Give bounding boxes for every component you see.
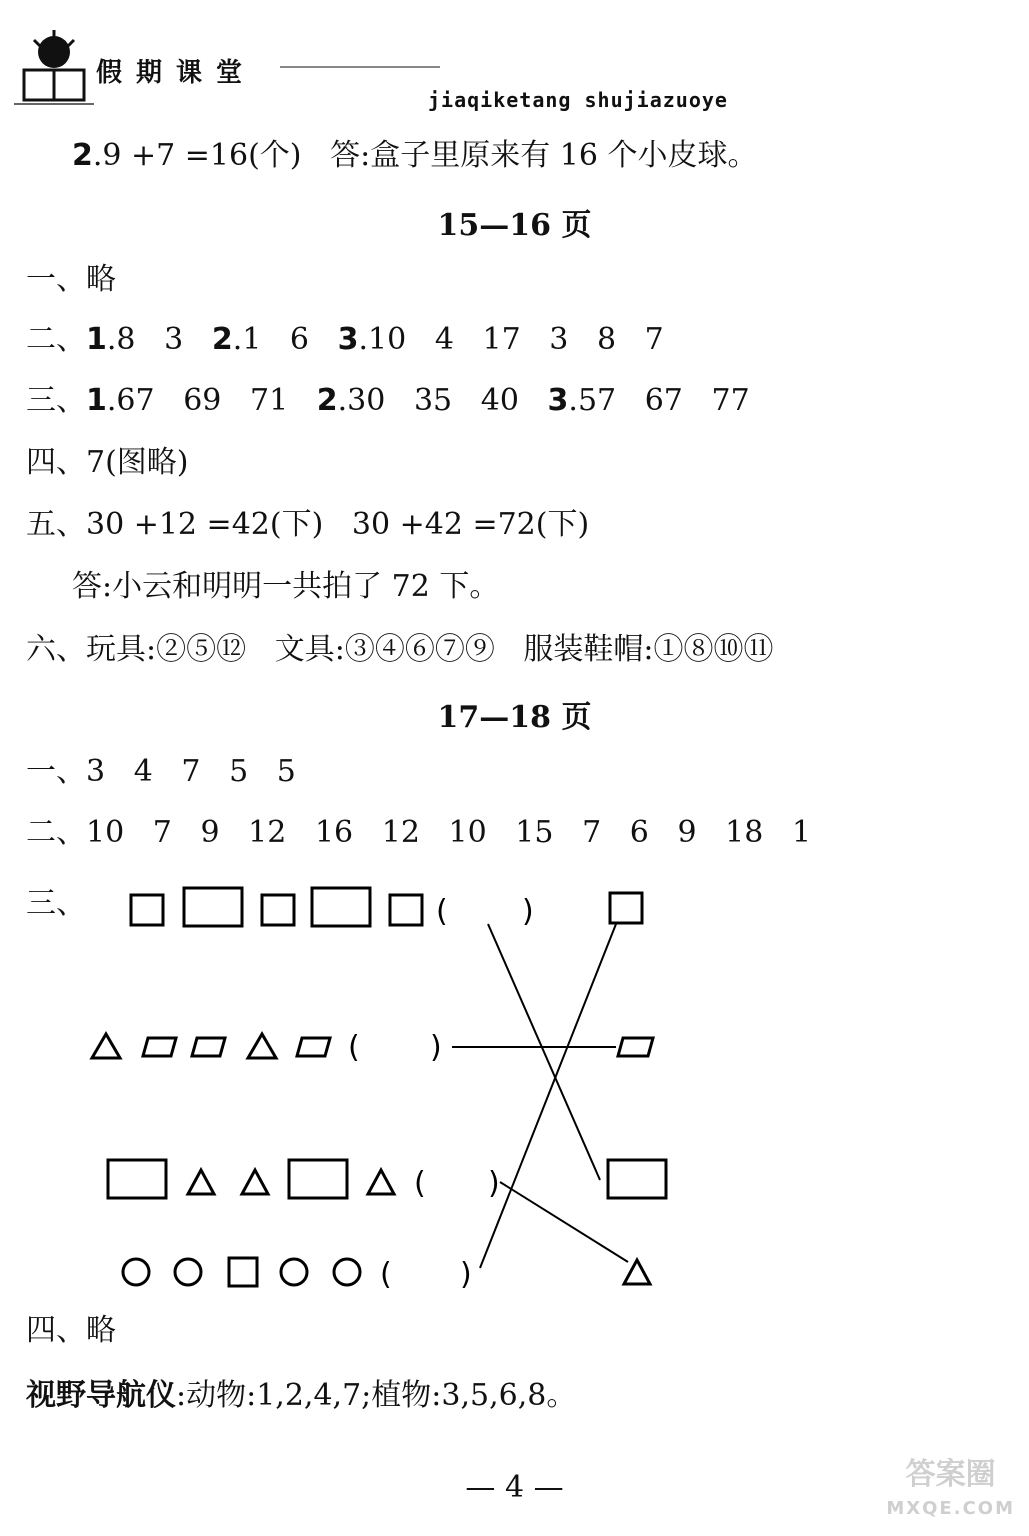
values: .10 4 17 3 8 7 [358,322,664,357]
item-number: 2 [316,383,338,418]
book-title: 假期课堂 [96,58,257,88]
parallelogram-shape [143,1038,176,1056]
triangle-shape [248,1034,276,1058]
triangle-shape [92,1034,120,1058]
item-number: 3 [337,322,359,357]
circle-shape [123,1259,149,1285]
answer-5: 五、30 +12 =42(下) 30 +42 =72(下) [26,507,590,542]
answer-4: 四、7(图略) [26,445,189,480]
square-shape [131,895,163,925]
square-shape [262,895,294,925]
item-number: 1 [86,383,107,418]
watermark-url: MXQE.COM [886,1498,1015,1519]
section-heading-17-18: 17—18 页 [437,700,592,735]
answer-1: 一、略 [26,262,116,297]
rectangle-shape [184,888,242,926]
answer-17-4: 四、略 [26,1313,116,1348]
triangle-shape [368,1170,394,1194]
circle-shape [281,1259,307,1285]
link-row1-to-rectangle [488,924,600,1180]
square-shape [390,895,422,925]
values: .67 69 71 [106,383,317,418]
rectangle-shape [312,888,370,926]
paren-close: ) [522,894,534,929]
navigator-label: 视野导航仪 [26,1378,176,1413]
values: .57 67 77 [568,383,750,418]
watermark-logo-text: 答案圈 [905,1457,996,1492]
page-number: — 4 — [465,1470,564,1505]
answer-triangle-shape [624,1260,650,1284]
answer-parallelogram-shape [618,1038,653,1056]
triangle-shape [242,1170,268,1194]
item-number: 2 [72,138,93,173]
circle-shape [175,1259,201,1285]
answer-square-shape [610,893,642,923]
circle-shape [334,1259,360,1285]
paren-open: ( [436,894,448,929]
watermark [886,1458,1015,1526]
answer-5-conclusion: 答:小云和明明一共拍了 72 下。 [72,569,500,604]
rectangle-shape [289,1160,347,1198]
paren-open: ( [380,1257,392,1292]
paren-close: ) [430,1030,442,1065]
values: .8 3 [106,322,212,357]
paren-close: ) [460,1257,472,1292]
pinyin-subtitle: jiaqiketang shujiazuoye [428,88,728,112]
values: .1 6 [232,322,338,357]
values: .30 35 40 [337,383,548,418]
link-row4-to-square [480,924,616,1268]
navigator-answer [26,1378,576,1414]
paren-open: ( [348,1030,360,1065]
answer-17-2: 二、10 7 9 12 16 12 10 15 7 6 9 18 1 [26,815,812,850]
parallelogram-shape [192,1038,225,1056]
answer-text: .9 +7 =16(个) 答:盒子里原来有 16 个小皮球。 [92,138,758,173]
answer-rectangle-shape [608,1160,666,1198]
answer-6: 六、玩具:②⑤⑫ 文具:③④⑥⑦⑨ 服装鞋帽:①⑧⑩⑪ [26,632,774,667]
label: 三、 [26,383,86,418]
paren-open: ( [414,1166,426,1201]
paren-close: ) [488,1166,500,1201]
navigator-text: :动物:1,2,4,7;植物:3,5,6,8。 [176,1378,577,1413]
triangle-shape [188,1170,214,1194]
section-heading-15-16: 15—16 页 [437,208,592,243]
square-shape [229,1258,257,1286]
item-number: 2 [211,322,233,357]
parallelogram-shape [297,1038,330,1056]
answer-17-3-label: 三、 [26,886,86,921]
item-number: 3 [547,383,569,418]
rectangle-shape [108,1160,166,1198]
item-number: 1 [86,322,107,357]
label: 二、 [26,322,86,357]
answer-17-1: 一、3 4 7 5 5 [26,754,296,789]
